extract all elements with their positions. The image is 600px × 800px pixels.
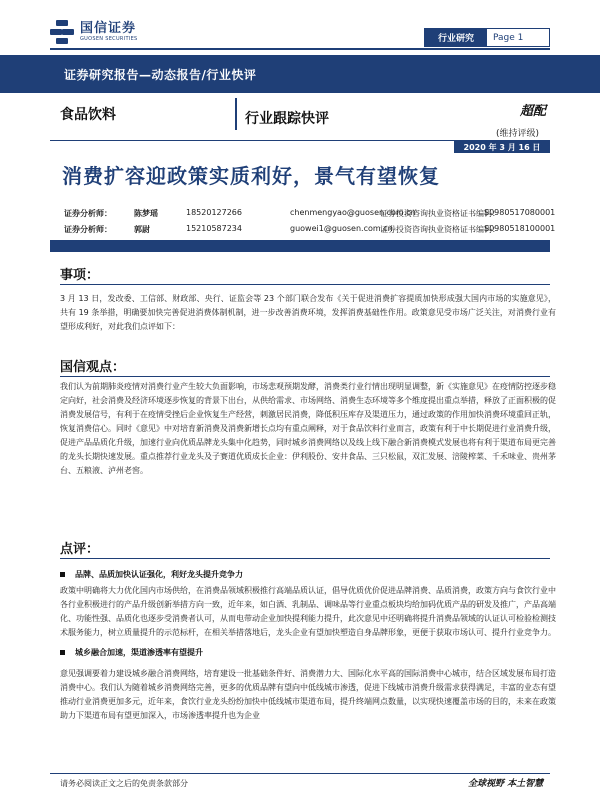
- rating-note: (维持评级): [496, 129, 540, 139]
- vertical-divider: [235, 98, 237, 130]
- review-heading: 点评：: [60, 542, 100, 557]
- analyst-cert: S0980517080001: [484, 208, 556, 217]
- logo-icon: [50, 20, 74, 44]
- analyst-email: chenmengyao@guosen.com.cn: [290, 208, 416, 217]
- section-bar: [50, 240, 550, 252]
- analyst-label: 证券分析师：: [64, 209, 112, 218]
- review-divider: [60, 558, 550, 559]
- industry-name: 食品饮料: [60, 107, 116, 123]
- report-category: 行业研究: [425, 29, 487, 46]
- analyst-name: 陈梦瑶: [134, 209, 158, 218]
- rating: 超配: [520, 104, 547, 119]
- header-divider: [50, 48, 550, 50]
- events-divider: [60, 284, 550, 285]
- square-bullet-icon: [60, 650, 65, 655]
- footer-divider: [50, 773, 550, 774]
- events-heading: 事项：: [60, 268, 100, 283]
- views-divider: [60, 376, 550, 377]
- analyst-phone: 15210587234: [186, 224, 242, 233]
- footer-slogan: 全球视野 本土智慧: [468, 779, 544, 789]
- bullet-item: [60, 647, 203, 658]
- bullet-text: 政策中明确将大力优化国内市场供给，在消费品领域积极推行高端品质认证，倡导优质优价促进品牌消费、品质消费，政策方向与食饮行业中各行业积极进行的产品升级创新举措方向一致，近年来，如白酒、乳制品、调味品等行业重点板块均给加码优质产品的研发及推广，产品高端化、功能性强、品质化也逐步受消费者认可，从而电带动企业加快提利能力提升，此次意见中还明确将提升消费品领域的认证认可检验检测技术服务能力，树立质量提升的示范标杆，在相关举措落地后，龙头企业有望加快塑造自身品牌形象，更便于获取市场认可、提升行业竞争力。: [60, 586, 556, 637]
- analyst-cert-label: 证券投资咨询执业资格证书编码：: [380, 225, 500, 234]
- square-bullet-icon: [60, 572, 65, 577]
- page-number: Page 1: [493, 32, 524, 43]
- company-logo: [50, 18, 138, 46]
- analyst-cert: S0980518100001: [484, 224, 556, 233]
- bullet-item: [60, 569, 243, 580]
- logo-name-cn: 国信证券: [80, 21, 137, 36]
- disclaimer-note: 请务必阅读正文之后的免责条款部分: [60, 779, 188, 788]
- bullet-text: 意见强调要着力建设城乡融合消费网络，培育建设一批基础条件好、消费潜力大、国际化水平高的国际消费中心城市，结合区域发展布局打造消费中心。我们认为随着城乡消费网络完善，更多的优质品牌有望向中低线城市渗透，促进下线城市消费升级需求获得满足，丰富的业态有望推动行业消费更加多元，近年来，食饮行业龙头纷纷加快中低线城市渠道布局，提升终端网点数量，以实现快速覆盖市场的目的，未来在政策助力下渠道布局有望更加深入，市场渗透率提升也为企业: [60, 669, 556, 720]
- bullet-title: 城乡融合加速，渠道渗透率有望提升: [75, 648, 203, 657]
- report-subtitle: 行业跟踪快评: [245, 111, 329, 127]
- events-text: 3 月 13 日，发改委、工信部、财政部、央行、证监会等 23 个部门联合发布《关于促进消费扩容提质加快形成强大国内市场的实施意见》，共有 19 条举措，明确要加快完善促进消费体制机制，进一步改善消费环境，发挥消费基础性作用。政策意见受市场广泛关注，对消费行业有望形成利好，对此我们点评如下：: [60, 294, 556, 331]
- analyst-email: guowei1@guosen.com.cn: [290, 224, 393, 233]
- analyst-cert-label: 证券投资咨询执业资格证书编码：: [380, 209, 500, 218]
- views-text: 我们认为前期肺炎疫情对消费行业产生较大负面影响，市场悲观预期发酵，消费类行业行情出现明显调整，新《实施意见》在疫情防控逐步稳定向好，社会消费及经济环境逐步恢复的背景下出台，从供给需求、市场网络、消费生态环境等多个维度提出重点举措，释放了正面积极的促消费发展信号，有利于在疫情受挫后企业恢复生产经营，刺激居民消费，降低积压库存及渠道压力，通过政策的作用加快消费环境重回正轨，恢复消费信心。同时《意见》中对培育新消费及消费新增长点均有重点阐释，对于食品饮料行业而言，政策有利于中长期促进行业消费升级，促进产品品质化升级，加速行业向优质品牌龙头集中化趋势，同时城乡消费网络以及线上线下融合新消费模式发展也将有利于渠道布局更完善的龙头长期快速发展。重点推荐行业龙头及子赛道优质成长企业：伊利股份、安井食品、三只松鼠，双汇发展、涪陵榨菜、千禾味业、贵州茅台、五粮液、泸州老窖。: [60, 382, 556, 475]
- analyst-name: 郭尉: [134, 225, 150, 234]
- report-date: 2020 年 3 月 16 日: [454, 141, 550, 153]
- bullet-title: 品牌、品质加快认证强化，利好龙头提升竞争力: [75, 570, 243, 579]
- report-tag: [424, 28, 550, 47]
- logo-name-en: GUOSEN SECURITIES: [80, 36, 138, 42]
- analyst-phone: 18520127266: [186, 208, 242, 217]
- analyst-label: 证券分析师：: [64, 225, 112, 234]
- report-type: 证券研究报告—动态报告/行业快评: [64, 68, 257, 82]
- views-heading: 国信观点：: [60, 360, 126, 375]
- page-title: 消费扩容迎政策实质利好，景气有望恢复: [62, 164, 440, 188]
